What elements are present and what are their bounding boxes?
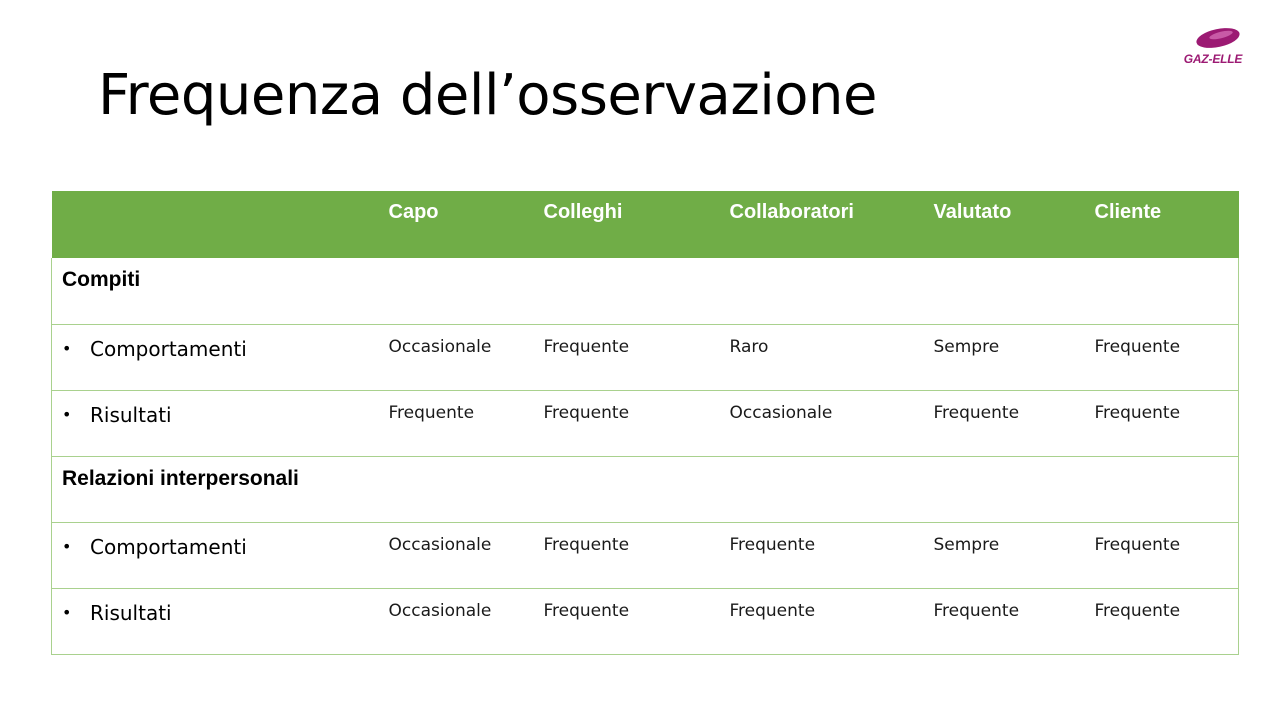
table-cell: Occasionale <box>388 534 492 555</box>
section-row-compiti <box>52 258 1239 324</box>
table-row <box>52 324 1239 390</box>
table-header-row <box>52 191 1239 258</box>
bullet-icon: • <box>62 404 72 424</box>
section-label: Relazioni interpersonali <box>62 466 299 490</box>
section-row-relazioni <box>52 456 1239 522</box>
table-cell: Frequente <box>1094 534 1181 555</box>
row-label: Risultati <box>90 600 172 625</box>
row-label-cell <box>52 390 383 456</box>
row-label-cell <box>52 522 383 588</box>
table-cell: Frequente <box>933 402 1020 423</box>
bullet-icon: • <box>62 602 72 622</box>
table-cell: Frequente <box>933 600 1020 621</box>
header-cell-capo: Capo <box>388 201 439 223</box>
table-cell: Frequente <box>388 402 475 423</box>
row-label: Risultati <box>90 402 172 427</box>
header-cell-colleghi: Colleghi <box>543 201 623 223</box>
row-label-cell <box>52 324 383 390</box>
table-cell: Occasionale <box>388 336 492 357</box>
row-label: Comportamenti <box>90 534 247 559</box>
table-cell: Occasionale <box>388 600 492 621</box>
table-row <box>52 522 1239 588</box>
table-cell: Frequente <box>543 336 630 357</box>
table-cell: Occasionale <box>729 402 833 423</box>
row-label-cell <box>52 588 383 654</box>
header-cell-collaboratori: Collaboratori <box>729 201 854 223</box>
table-cell: Sempre <box>933 336 1000 357</box>
header-cell-empty <box>52 191 383 258</box>
bullet-icon: • <box>62 338 72 358</box>
table-cell: Frequente <box>1094 336 1181 357</box>
table-cell: Frequente <box>543 402 630 423</box>
table-cell: Frequente <box>729 600 816 621</box>
table-cell: Raro <box>729 336 769 357</box>
section-label: Compiti <box>62 268 141 291</box>
header-cell-cliente: Cliente <box>1094 201 1162 223</box>
table-cell: Frequente <box>543 600 630 621</box>
table-cell: Frequente <box>1094 600 1181 621</box>
row-label: Comportamenti <box>90 336 247 361</box>
table-row <box>52 390 1239 456</box>
slide-title: Frequenza dell’osservazione <box>98 63 878 128</box>
table-cell: Frequente <box>729 534 816 555</box>
header-cell-valutato: Valutato <box>933 201 1012 223</box>
bullet-icon: • <box>62 536 72 556</box>
table-cell: Frequente <box>543 534 630 555</box>
table-cell: Sempre <box>933 534 1000 555</box>
logo-ellipse-icon <box>1176 24 1250 54</box>
logo-text: GAZ-ELLE <box>1183 52 1243 66</box>
table-cell: Frequente <box>1094 402 1181 423</box>
table-row <box>52 588 1239 654</box>
gaz-elle-logo <box>1176 24 1250 72</box>
frequency-table <box>51 191 1239 655</box>
